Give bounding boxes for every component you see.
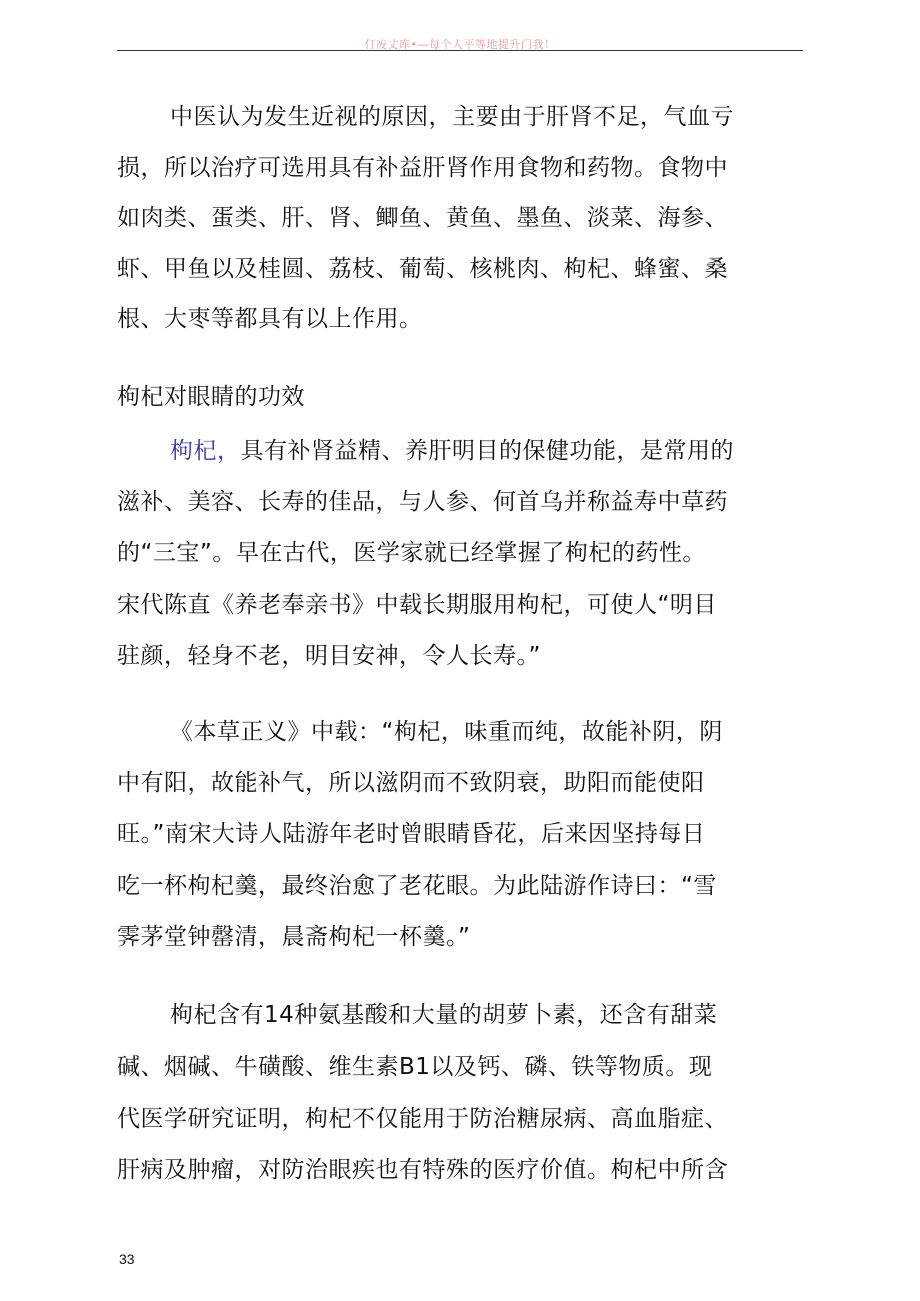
paragraph-4-line-1: 枸杞含有14种氨基酸和大量的胡萝卜素，还含有甜菜 — [170, 1002, 718, 1028]
paragraph-2-line-5: 驻颜，轻身不老，明目安神，令人长寿。” — [117, 643, 541, 669]
header-watermark: 仃废丈库•—每个人平等地提升门我！ — [364, 38, 556, 51]
paragraph-2-line-1 — [170, 436, 734, 466]
paragraph-4-line-4: 肝病及肿瘤，对防治眼疾也有特殊的医疗价值。枸杞中所含 — [117, 1157, 728, 1183]
paragraph-1-line-4: 虾、甲鱼以及桂圆、荔枝、葡萄、核桃肉、枸杞、蜂蜜、桑 — [117, 256, 728, 282]
paragraph-4-line-2: 碱、烟碱、牛磺酸、维生素B1以及钙、磷、铁等物质。现 — [117, 1054, 713, 1080]
paragraph-2-line-2: 滋补、美容、长寿的佳品，与人参、何首乌并称益寿中草药 — [117, 489, 728, 515]
paragraph-3-line-3: 旺。”南宋大诗人陆游年老时曾眼睛昏花，后来因坚持每日 — [117, 821, 706, 847]
header-divider — [117, 50, 803, 51]
page-number: 33 — [119, 1251, 135, 1267]
paragraph-2-line-4: 宋代陈直《养老奉亲书》中载长期服用枸杞，可使人“明目 — [117, 592, 717, 618]
paragraph-3-line-4: 吃一杯枸杞羹，最终治愈了老花眼。为此陆游作诗曰：“雪 — [117, 873, 717, 899]
highlight-term: 枸杞， — [170, 438, 241, 464]
paragraph-1-line-3: 如肉类、蛋类、肝、肾、鲫鱼、黄鱼、墨鱼、淡菜、海参、 — [117, 205, 728, 231]
paragraph-2-line-3: 的“三宝”。早在古代，医学家就已经掌握了枸杞的药性。 — [117, 540, 706, 566]
paragraph-1-line-2: 损，所以治疗可选用具有补益肝肾作用食物和药物。食物中 — [117, 155, 728, 181]
paragraph-3-line-2: 中有阳，故能补气，所以滋阴而不致阴衰，助阳而能使阳 — [117, 770, 705, 796]
paragraph-2-line-1-text: 具有补肾益精、养肝明目的保健功能，是常用的 — [240, 438, 734, 464]
section-heading: 枸杞对眼睛的功效 — [117, 384, 305, 410]
paragraph-3-line-5: 霁茅堂钟罄清，晨斋枸杞一杯羹。” — [117, 924, 471, 950]
paragraph-4-line-3: 代医学研究证明，枸杞不仅能用于防治糖尿病、高血脂症、 — [117, 1106, 728, 1132]
paragraph-3-line-1: 《本草正义》中载：“枸杞，味重而纯，故能补阴，阴 — [170, 719, 723, 745]
paragraph-1-line-1: 中医认为发生近视的原因，主要由于肝肾不足，气血亏 — [170, 104, 734, 130]
paragraph-1-line-5: 根、大枣等都具有以上作用。 — [117, 306, 423, 332]
